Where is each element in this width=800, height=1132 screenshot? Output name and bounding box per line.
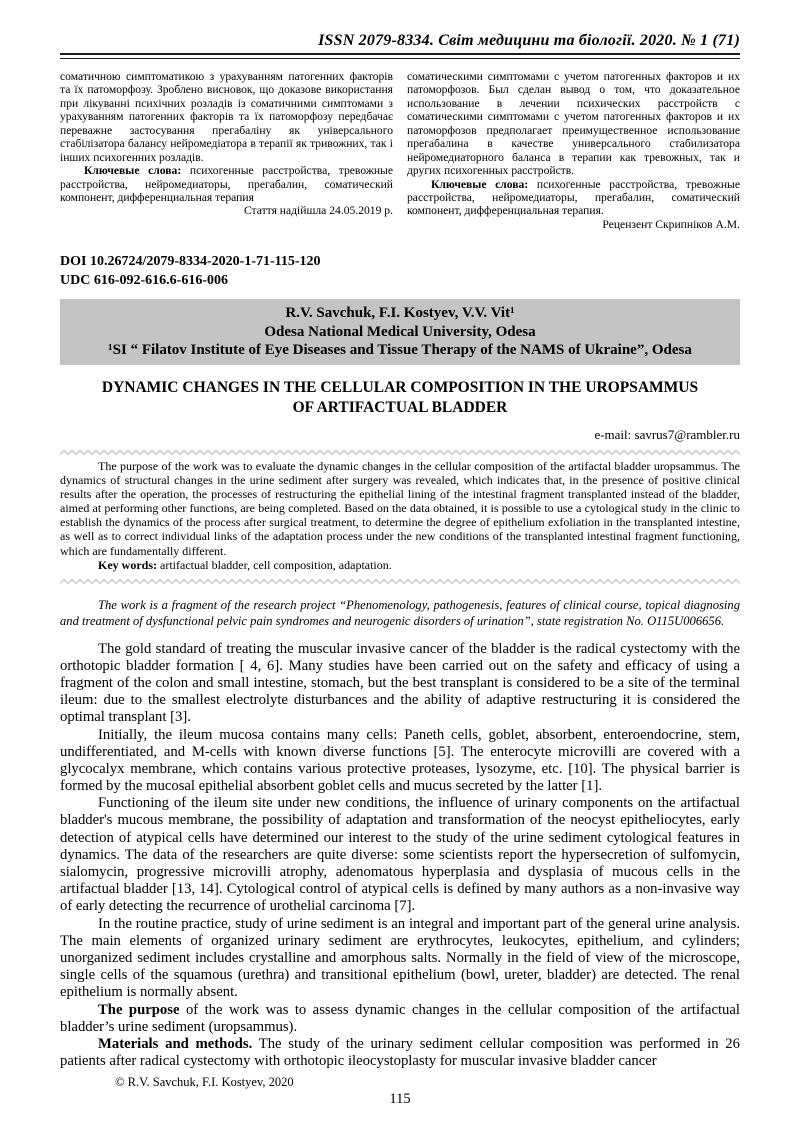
abstract-keywords: [60, 558, 740, 572]
article-body: [60, 641, 740, 1071]
abstract-section: [60, 459, 740, 572]
article-title: [60, 378, 740, 418]
resume-section: [60, 70, 740, 231]
resume-right-column: [407, 70, 740, 231]
received-date: Стаття надійшла 24.05.2019 р.: [243, 204, 393, 218]
resume-right-body: соматическими симптомами с учетом патогенных факторов и их патоморфозов. Был сделан вывод о том, что доказательное использование в лечении психических расстройств с соматическими симптомами с учетом патогенных факторов и их патоморфозов предполагает преимущественное использование прегабалина в качестве универсального стабилизатора нейромедиаторного баланса в терапии как тревожных, так и других психогенных расстройств.: [407, 70, 740, 178]
footer-copyright: © R.V. Savchuk, F.I. Kostyev, 2020: [115, 1075, 294, 1089]
body-paragraph: Functioning of the ileum site under new conditions, the influence of urinary components on the artifactual bladder's mucous membrane, the possibility of adaptation and transformation of the neocyst epitheliocytes, early detection of atypical cells have determined our interest to the study of the urine sediment cytological features in dynamics. The data of the researchers are quite diverse: some scientists report the hypersecretion of sulfomycin, sialomycin, progressive microvilli atrophy, adenomatous hyperplasia and dysplasia of mucous cells in the artifactual bladder [13, 14]. Cytological control of atypical cells is defined by many authors as a non-invasive way of early detecting the recurrence of urothelial carcinoma [7].: [60, 795, 740, 915]
article-title-line1: DYNAMIC CHANGES IN THE CELLULAR COMPOSITION IN THE UROPSAMMUS: [101, 378, 699, 396]
keywords-text: психогенные расстройства, тревожные расстройства, нейромедиаторы, прегабалин, соматический компонент, дифференциальная терапия.: [407, 177, 740, 218]
authors-box: [60, 299, 740, 365]
resume-left-column: [60, 70, 393, 231]
keywords-text: artifactual bladder, cell composition, adaptation.: [160, 557, 392, 572]
zigzag-divider-top: [60, 449, 740, 456]
resume-left-body: соматичною симптоматикою з урахуванням патогенних факторів та їх патоморфозу. Зроблено висновок, що доказове використання при лікуванні психічних розладів із соматичними симптомами з урахуванням патогенних факторів та їх патоморфозу передбачає переважне застосування прегабаліну як універсального стабілізатора балансу нейромедіатора в терапії як тривожних, так і інших психогенних розладів.: [60, 70, 393, 164]
body-paragraph: The gold standard of treating the muscular invasive cancer of the bladder is the radical cystectomy with the orthotopic bladder formation [ 4, 6]. Many studies have been carried out on the safety and efficacy of using a fragment of the colon and small intestine, stomach, but the best transplant is considered to be a site of the terminal ileum: due to the smallest electrolyte disturbances and the ability of adaptive restructuring it is considered the optimal transplant [3].: [60, 640, 740, 726]
udc-line: UDC 616-092-616.6-616-006: [60, 272, 228, 288]
header-double-rule: [60, 53, 740, 59]
journal-issn-line: ISSN 2079-8334. Світ медицини та біології. 2020. № 1 (71): [318, 32, 740, 49]
email-line: e-mail: savrus7@rambler.ru: [594, 426, 740, 442]
page-footer: [60, 1075, 740, 1108]
abstract-body: The purpose of the work was to evaluate the dynamic changes in the cellular composition of the artifactal bladder uropsammus. The dynamics of structural changes in the urine sediment after surgery was revealed, which indicates that, in the presence of positive clinical results after the operation, the processes of restructuring the epithelial lining of the intestinal fragment transplanted instead of the bladder, aimed at performing other functions, are being completed. Based on the data obtained, it is possible to use a cytological study in the clinic to establish the dynamics of the process after surgical treatment, to determine the degree of epithelium exfoliation in the transplanted intestine, as well as to correct individual links of the adaptation process under the new conditions of the transplanted intestinal fragment functioning, which are fundamentally different.: [60, 458, 740, 558]
keywords-label: Ключевые слова:: [431, 177, 529, 191]
fragment-note: The work is a fragment of the research project “Phenomenology, pathogenesis, features of clinical course, topical diagnosing and treatment of dysfunctional pelvic pain syndromes and neurogenic disorders of urination”, state registration No. O115U006656.: [60, 597, 740, 628]
resume-right-keywords: [407, 178, 740, 218]
page-number: 115: [389, 1091, 411, 1107]
purpose-lead: The purpose: [98, 1001, 180, 1018]
body-paragraph: Materials and methods. The study of the urinary sediment cellular composition was performed in 26 patients after radical cystectomy with orthotopic ileocystoplasty for muscular invasive bladder cancer: [60, 1035, 740, 1070]
materials-lead: Materials and methods.: [98, 1035, 253, 1052]
keywords-text: психогенные расстройства, тревожные расстройства, нейромедиаторы, прегабалин, соматический компонент, дифференциальная терапия: [60, 164, 393, 204]
body-paragraph: Initially, the ileum mucosa contains many cells: Paneth cells, goblet, absorbent, enteroendocrine, stem, undifferentiated, and M-cells with known diverse functions [5]. The enterocyte microvilli are covered with a glycocalyx membrane, which contains various protective proteases, lysozyme, etc. [10]. The physical barrier is formed by the mucosal epithelial absorbent goblet cells and mucus secreted by the latter [1].: [60, 726, 740, 795]
doi-line: DOI 10.26724/2079-8334-2020-1-71-115-120: [60, 254, 321, 270]
zigzag-divider-bottom: [60, 578, 740, 585]
keywords-label: Ключевые слова:: [84, 164, 182, 178]
body-paragraph: The purpose of the work was to assess dynamic changes in the cellular composition of the artifactual bladder’s urine sediment (uropsammus).: [60, 1001, 740, 1035]
article-title-line2: OF ARTIFACTUAL BLADDER: [292, 398, 508, 416]
body-paragraph: In the routine practice, study of urine sediment is an integral and important part of the general urine analysis. The main elements of organized urinary sediment are erythrocytes, leukocytes, epithelium, and cylinders; unorganized sediment includes crystalline and amorphous salts. Normally in the field of view of the microscope, single cells of the squamous (urethra) and transitional epithelium (bowl, ureter, bladder) are detected. The renal epithelium is normally absent.: [60, 915, 740, 1001]
resume-left-keywords: [60, 164, 393, 204]
keywords-label: Key words:: [98, 557, 157, 572]
identifiers-block: [60, 253, 740, 290]
authors-line: R.V. Savchuk, F.I. Kostyev, V.V. Vit¹: [285, 305, 515, 322]
affiliation-secondary: ¹SI “ Filatov Institute of Eye Diseases and Tissue Therapy of the NAMS of Ukraine”, Odesa: [108, 342, 692, 359]
reviewer-note: Рецензент Скрипніков А.М.: [602, 217, 740, 231]
affiliation-primary: Odesa National Medical University, Odesa: [264, 323, 536, 340]
